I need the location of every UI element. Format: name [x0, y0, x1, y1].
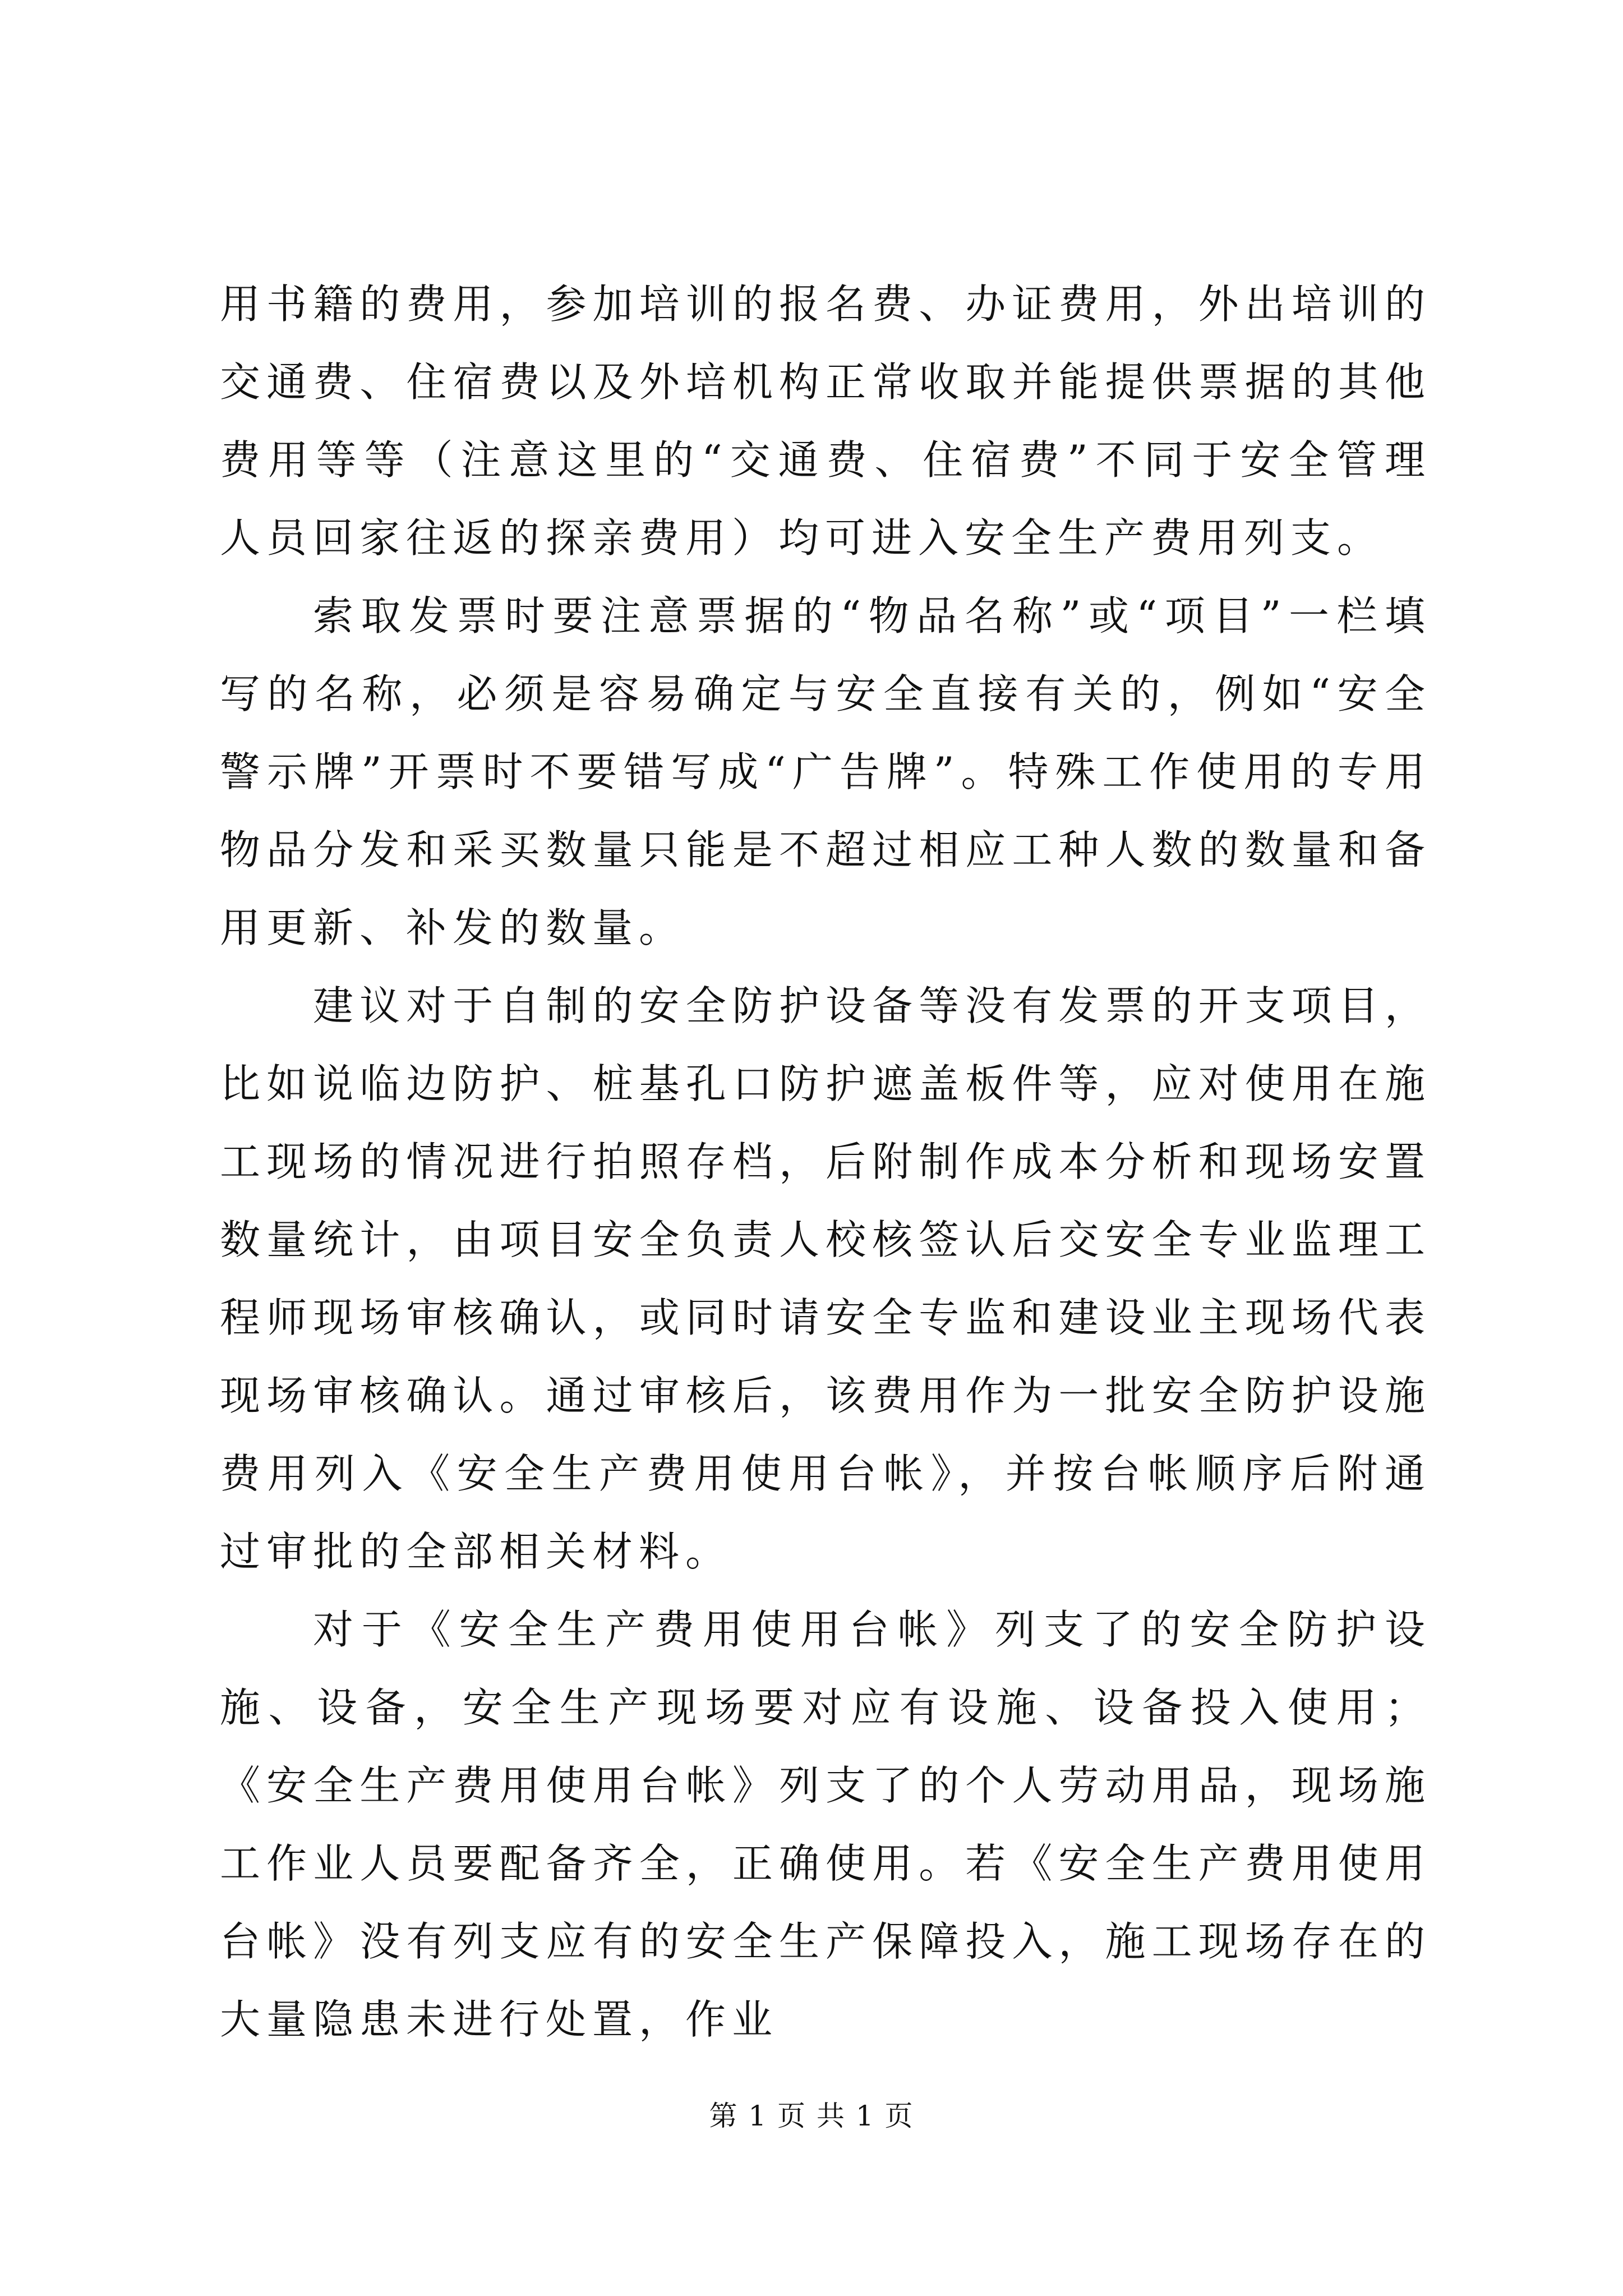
paragraph-3: 建议对于自制的安全防护设备等没有发票的开支项目，比如说临边防护、桩基孔口防护遮盖板件等，应对使用在施工现场的情况进行拍照存档，后附制作成本分析和现场安置数量统计，由项目安全负责人校核签认后交安全专业监理工程师现场审核确认，或同时请安全专监和建设业主现场代表现场审核确认。通过审核后，该费用作为一批安全防护设施费用列入《安全生产费用使用台帐》，并按台帐顺序后附通过审批的全部相关材料。	[220, 982, 1431, 1575]
paragraph-1: 用书籍的费用，参加培训的报名费、办证费用，外出培训的交通费、住宿费以及外培机构正常收取并能提供票据的其他费用等等（注意这里的“交通费、住宿费”不同于安全管理人员回家往返的探亲费用）均可进入安全生产费用列支。	[220, 280, 1431, 562]
paragraph-2: 索取发票时要注意票据的“物品名称”或“项目”一栏填写的名称，必须是容易确定与安全直接有关的，例如“安全警示牌”开票时不要错写成“广告牌”。特殊工作使用的专用物品分发和采买数量只能是不超过相应工种人数的数量和备用更新、补发的数量。	[220, 592, 1431, 951]
document-body	[220, 265, 1431, 2059]
paragraph-4: 对于《安全生产费用使用台帐》列支了的安全防护设施、设备，安全生产现场要对应有设施、设备投入使用；《安全生产费用使用台帐》列支了的个人劳动用品，现场施工作业人员要配备齐全，正确使用。若《安全生产费用使用台帐》没有列支应有的安全生产保障投入，施工现场存在的大量隐患未进行处置，作业	[220, 1606, 1431, 2043]
page-number-footer: 第 1 页 共 1 页	[709, 2100, 914, 2132]
